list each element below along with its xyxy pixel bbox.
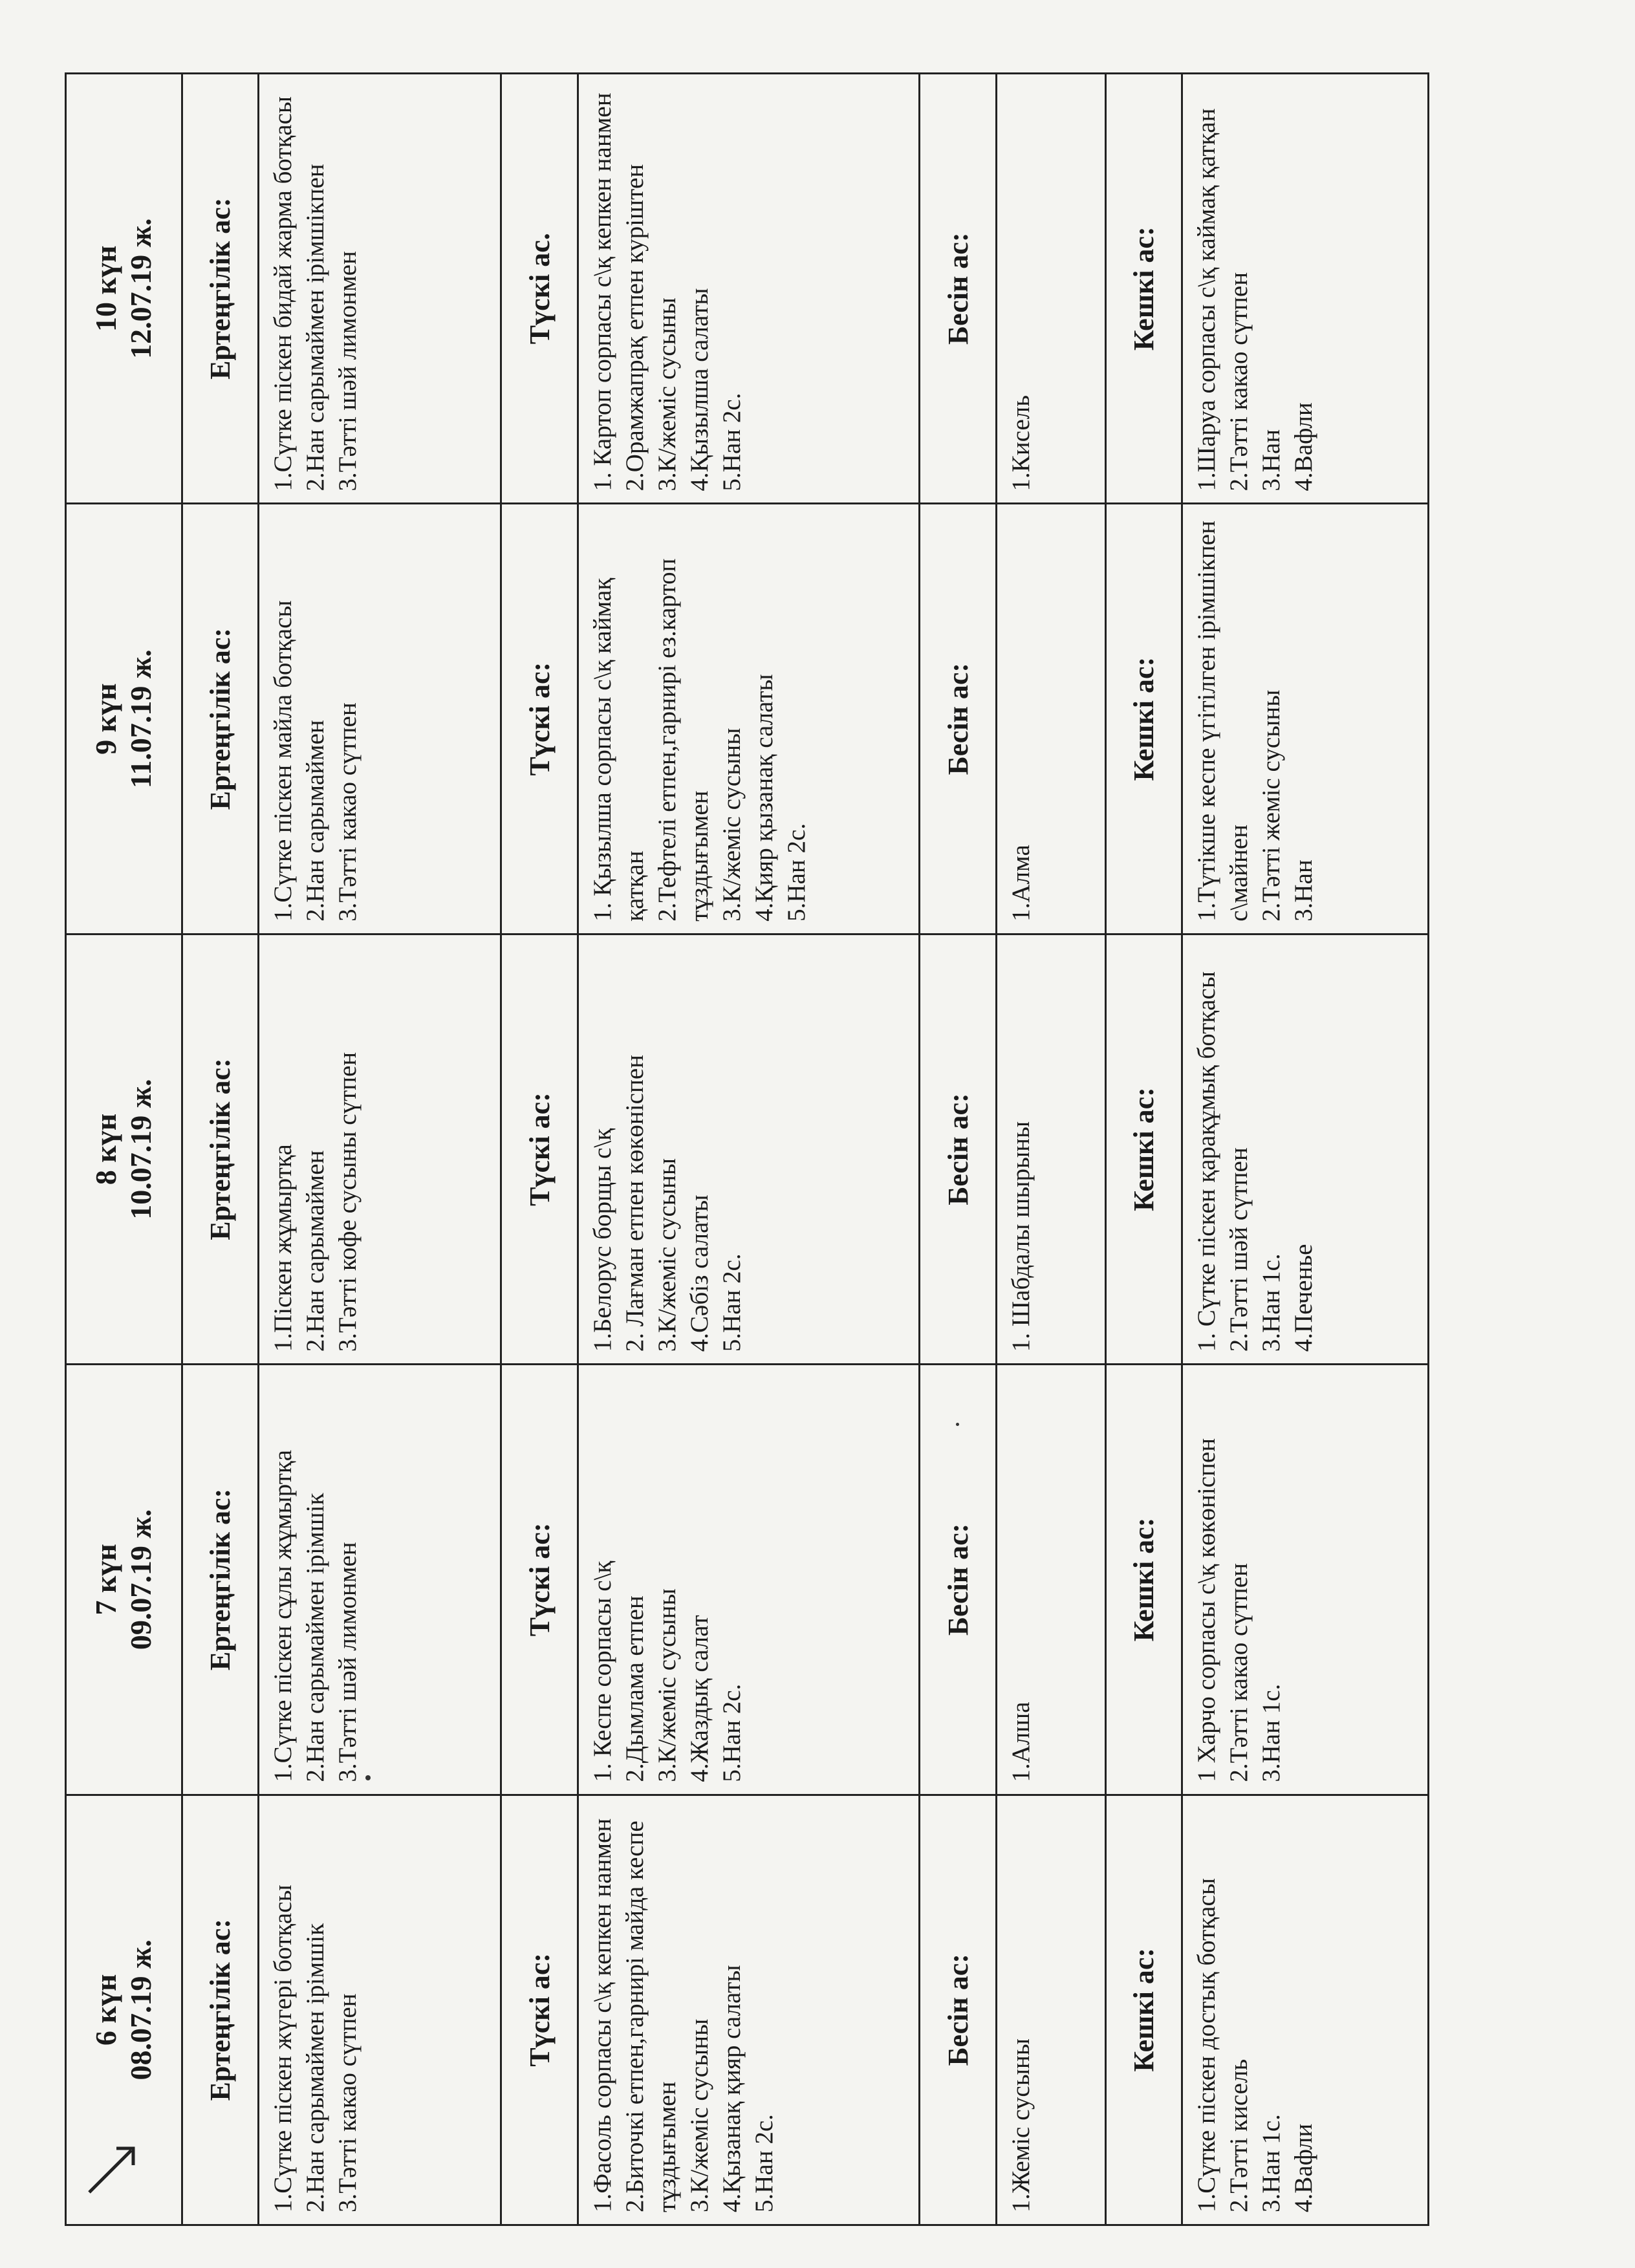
- menu-item: 1.Жеміс сусыны: [1006, 2038, 1035, 2212]
- breakfast-items: [259, 1365, 501, 1795]
- day-header-row: [66, 74, 182, 2225]
- dinner-label: Кешкі ас:: [1105, 1795, 1182, 2225]
- menu-item: 4.Вафли: [1290, 2123, 1318, 2212]
- breakfast-label: Ертеңгілік ас:: [182, 1365, 258, 1795]
- dinner-label-row: [1105, 74, 1182, 2225]
- menu-item: 2.Биточкі етпен,гарнирі майда кеспе тұздығымен: [620, 1820, 681, 2212]
- snack-items: [996, 504, 1105, 934]
- menu-item: 1. Шабдалы шырыны: [1006, 1121, 1035, 1352]
- menu-item: 1.Піскен жұмыртқа: [269, 1144, 298, 1352]
- menu-item: 1. Картоп сорпасы с\қ кепкен нанмен: [588, 92, 616, 491]
- breakfast-label: Ертеңгілік ас:: [182, 1795, 258, 2225]
- menu-item: 2.Нан сарымаймен: [301, 1150, 330, 1352]
- menu-item: 3.Тәтті шәй лимонмен: [334, 1542, 362, 1782]
- day-header: [66, 1365, 182, 1795]
- day-title: 8 күн: [89, 1113, 123, 1185]
- menu-item: 4.Қызылша салаты: [685, 288, 713, 491]
- snack-label-row: [920, 74, 996, 2225]
- menu-item: 4.Сәбіз салаты: [685, 1194, 713, 1352]
- menu-item: 1. Кеспе сорпасы с\қ: [588, 1561, 616, 1782]
- menu-item: 5.Нан 2с.: [717, 1683, 746, 1782]
- breakfast-items: [259, 1795, 501, 2225]
- menu-item: 1.Сүтке піскен сұлы жұмыртқа: [269, 1450, 298, 1782]
- day-title: 9 күн: [89, 683, 123, 755]
- menu-item: 1.Сүтке піскен бидай жарма ботқасы: [269, 96, 298, 491]
- menu-item: 1. Қызылша сорпасы с\қ каймақ қатқан: [588, 578, 649, 922]
- lunch-items: [578, 1795, 920, 2225]
- dinner-label: Кешкі ас:: [1105, 1365, 1182, 1795]
- lunch-label: Түскі ас.: [501, 74, 578, 504]
- menu-item: 1.Түтікше кеспе үгітілген ірімшікпен с\майнен: [1193, 521, 1253, 922]
- lunch-items-row: [578, 74, 920, 2225]
- menu-item: 3.Нан 1с.: [1257, 1683, 1286, 1782]
- menu-item: 3.К/жеміс сусыны: [653, 1588, 681, 1782]
- menu-item: 5.Нан 2с.: [717, 1253, 746, 1352]
- day-header: [66, 1795, 182, 2225]
- snack-items: [996, 1365, 1105, 1795]
- lunch-items: [578, 504, 920, 934]
- menu-item: 3.К/жеміс сусыны: [653, 1158, 681, 1352]
- menu-item: 3.Тәтті кофе сусыны сүтпен: [334, 1052, 362, 1352]
- menu-item: 1. Сүтке піскен қарақұмық ботқасы: [1193, 971, 1221, 1352]
- snack-items: [996, 934, 1105, 1364]
- lunch-label-row: [501, 74, 578, 2225]
- menu-item: 2.Тәтті шәй сүтпен: [1225, 1147, 1253, 1352]
- dinner-label: Кешкі ас:: [1105, 74, 1182, 504]
- menu-item: 1.Сүтке піскен майла ботқасы: [269, 600, 298, 922]
- menu-item: 3.Тәтті какао сүтпен: [334, 1993, 362, 2212]
- snack-items: [996, 74, 1105, 504]
- menu-item: 3.К/жеміс сусыны: [717, 728, 746, 922]
- snack-items-row: [996, 74, 1105, 2225]
- dinner-items: [1182, 74, 1429, 504]
- dinner-items: [1182, 504, 1429, 934]
- menu-item: 1.Шаруа сорпасы с\қ каймақ қатқан: [1193, 108, 1221, 491]
- day-header: [66, 74, 182, 504]
- menu-item: 2.Дымлама етпен: [620, 1595, 649, 1782]
- menu-item: 5.Нан 2с.: [782, 823, 810, 922]
- menu-item: 1.Алма: [1006, 845, 1035, 922]
- menu-item: 2.Тефтелі етпен,гарнирі ез.картоп тұздығымен: [653, 558, 713, 922]
- dinner-label: Кешкі ас:: [1105, 504, 1182, 934]
- breakfast-label: Ертеңгілік ас:: [182, 74, 258, 504]
- menu-sheet: [65, 72, 1429, 2226]
- dinner-items: [1182, 1795, 1429, 2225]
- day-title: 7 күн: [89, 1544, 123, 1615]
- menu-item: 2.Тәтті кисель: [1225, 2058, 1253, 2212]
- menu-item: 2.Нан сарымаймен ірімшікпен: [301, 164, 330, 491]
- breakfast-items: [259, 74, 501, 504]
- menu-item: 3.К/жеміс сусыны: [685, 2018, 713, 2212]
- day-date: 09.07.19 ж.: [124, 1509, 158, 1650]
- menu-item: 4.Жаздық салат: [685, 1615, 713, 1782]
- snack-label: Бесін ас:: [920, 1795, 996, 2225]
- menu-item: 3.Нан 1с.: [1257, 1253, 1286, 1352]
- day-header: [66, 934, 182, 1364]
- lunch-label: Түскі ас:: [501, 1365, 578, 1795]
- day-date: 11.07.19 ж.: [124, 649, 158, 789]
- menu-table: [65, 72, 1429, 2226]
- day-date: 08.07.19 ж.: [124, 1939, 158, 2080]
- breakfast-label: Ертеңгілік ас:: [182, 504, 258, 934]
- lunch-label: Түскі ас:: [501, 934, 578, 1364]
- menu-item: 2.Орамжапрақ етпен куріштен: [620, 164, 649, 491]
- day-date: 12.07.19 ж.: [124, 218, 158, 359]
- day-title: 10 күн: [89, 245, 123, 332]
- menu-item: 3.Нан: [1290, 859, 1318, 922]
- day-header: [66, 504, 182, 934]
- breakfast-items: [259, 934, 501, 1364]
- lunch-label: Түскі ас:: [501, 1795, 578, 2225]
- menu-item: 2.Нан сарымаймен: [301, 720, 330, 922]
- snack-label: Бесін ас:: [920, 1365, 996, 1795]
- menu-item: 4.Қызанақ қияр салаты: [717, 1965, 746, 2212]
- menu-item: 1.Белорус борщы с\қ: [588, 1128, 616, 1352]
- menu-item: 4.Қияр қызанақ салаты: [750, 674, 778, 922]
- lunch-label: Түскі ас:: [501, 504, 578, 934]
- menu-item: 4.Печенье: [1290, 1244, 1318, 1352]
- menu-item: 1.Сүтке піскен жүгері ботқасы: [269, 1885, 298, 2212]
- menu-item: 5.Нан 2с.: [750, 2114, 778, 2212]
- menu-item: 3.Нан 1с.: [1257, 2114, 1286, 2212]
- menu-item: 2.Тәтті какао сүтпен: [1225, 272, 1253, 491]
- menu-item: 1 Харчо сорпасы с\қ көкөніспен: [1193, 1438, 1221, 1782]
- menu-item: 2.Нан сарымаймен ірімшік: [301, 1923, 330, 2212]
- dinner-items: [1182, 1365, 1429, 1795]
- menu-item: 3.Тәтті шәй лимонмен: [334, 251, 362, 491]
- snack-label: Бесін ас:: [920, 74, 996, 504]
- snack-label: Бесін ас:: [920, 934, 996, 1364]
- breakfast-label-row: [182, 74, 258, 2225]
- lunch-items: [578, 934, 920, 1364]
- menu-item: 2.Тәтті жеміс сусыны: [1257, 689, 1286, 922]
- snack-label: Бесін ас:: [920, 504, 996, 934]
- snack-items: [996, 1795, 1105, 2225]
- day-title: 6 күн: [89, 1974, 123, 2046]
- dinner-items-row: [1182, 74, 1429, 2225]
- dinner-label: Кешкі ас:: [1105, 934, 1182, 1364]
- menu-item: 2. Лағман етпен көкөніспен: [620, 1054, 649, 1352]
- dinner-items: [1182, 934, 1429, 1364]
- menu-item: 2.Тәтті какао сүтпен: [1225, 1563, 1253, 1782]
- menu-item: 3.Тәтті какао сүтпен: [334, 702, 362, 922]
- menu-item: 5.Нан 2с.: [717, 393, 746, 491]
- breakfast-label: Ертеңгілік ас:: [182, 934, 258, 1364]
- menu-item: 3.К/жеміс сусыны: [653, 297, 681, 491]
- menu-item: 4.Вафли: [1290, 402, 1318, 491]
- menu-item: 1.Кисель: [1006, 394, 1035, 491]
- menu-item: 1.Алша: [1006, 1701, 1035, 1782]
- menu-item: 2.Нан сарымаймен ірімшік: [301, 1493, 330, 1782]
- lunch-items: [578, 74, 920, 504]
- menu-item: 1.Сүтке піскен достық ботқасы: [1193, 1878, 1221, 2212]
- day-date: 10.07.19 ж.: [124, 1079, 158, 1220]
- menu-item: 3.Нан: [1257, 429, 1286, 491]
- lunch-items: [578, 1365, 920, 1795]
- breakfast-items-row: [259, 74, 501, 2225]
- menu-item: 1.Фасоль сорпасы с\қ кепкен нанмен: [588, 1818, 616, 2212]
- breakfast-items: [259, 504, 501, 934]
